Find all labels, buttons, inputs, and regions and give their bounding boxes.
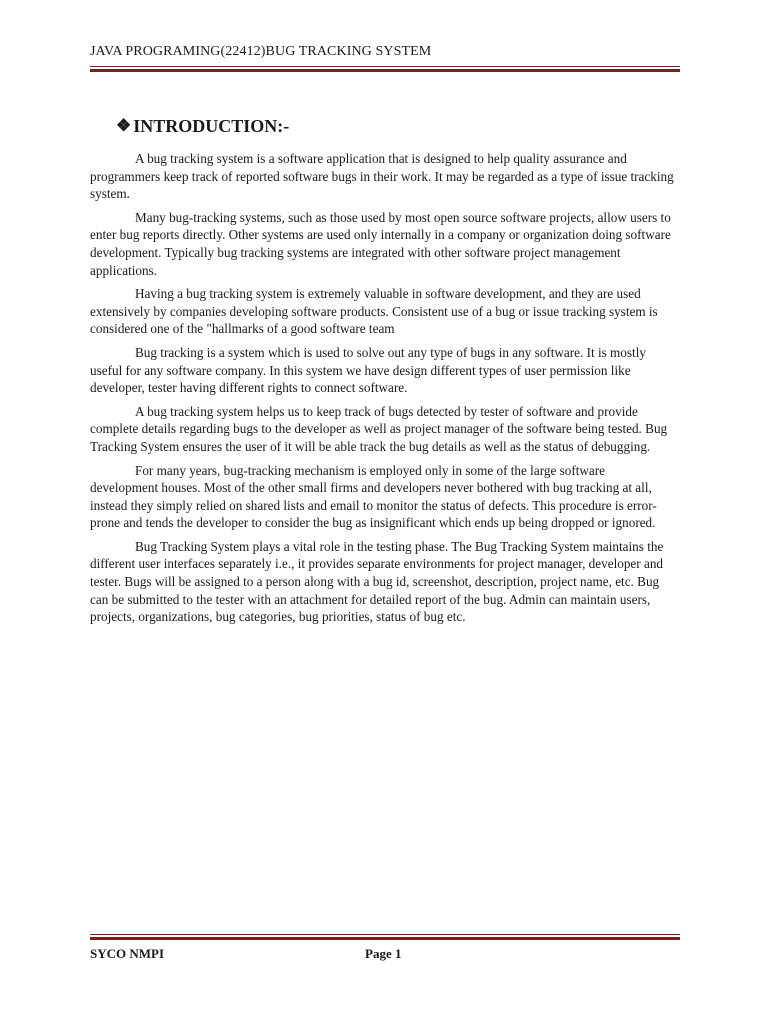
paragraph: Having a bug tracking system is extremely valuable in software development, and they are used extensively by companies developing software products. Consistent use of a bug or issue tracking system is considered one of the "hallmarks of a good software team <box>90 286 658 337</box>
paragraph: Bug Tracking System plays a vital role in the testing phase. The Bug Tracking System maintains the different user interfaces separately i.e., it provides separate environments for project manager, developer and tester. Bugs will be assigned to a person along with a bug id, screenshot, description, project name, etc. Bug can be submitted to the tester with an attachment for detailed report of the bug. Admin can maintain users, projects, organizations, bug categories, bug priorities, status of bug etc. <box>90 538 664 625</box>
paragraph: Many bug-tracking systems, such as those used by most open source software projects, allow users to enter bug reports directly. Other systems are used only internally in a company or organization doing software development. Typically bug tracking systems are integrated with other software project management applications. <box>90 209 671 278</box>
footer-org-label: SYCO NMPI <box>90 946 165 961</box>
page-footer <box>90 934 680 966</box>
paragraph: A bug tracking system helps us to keep track of bugs detected by tester of software and provide complete details regarding bugs to the developer as well as project manager of the software being tested. Bug Tracking System ensures the user of it will be able track the bug details as well as the status of debugging. <box>90 403 668 454</box>
section-heading <box>116 116 289 137</box>
footer-rule <box>90 934 680 940</box>
page-header <box>90 44 680 72</box>
paragraph: Bug tracking is a system which is used to solve out any type of bugs in any software. It is mostly useful for any software company. In this system we have design different types of user permission like developer, tester having different rights to connect software. <box>90 344 646 396</box>
page-number: Page 1 <box>365 946 402 961</box>
paragraph: A bug tracking system is a software application that is designed to help quality assurance and programmers keep track of reported software bugs in their work. It may be regarded as a type of issue tracking system. <box>90 151 674 202</box>
paragraph: For many years, bug-tracking mechanism is employed only in some of the large software development houses. Most of the other small firms and developers never bothered with bug tracking at all, instead they simply relied on shared lists and email to monitor the status of defects. This procedure is error-prone and tends the developer to consider the bug as insignificant which ends up being dropped or ignored. <box>90 462 657 531</box>
document-body <box>90 150 675 632</box>
footer-row <box>90 946 680 966</box>
header-title: JAVA PROGRAMING(22412)BUG TRACKING SYSTEM <box>90 44 432 59</box>
section-title: INTRODUCTION:- <box>133 116 290 136</box>
header-rule <box>90 66 680 72</box>
four-diamond-bullet-icon: ❖ <box>116 115 132 135</box>
